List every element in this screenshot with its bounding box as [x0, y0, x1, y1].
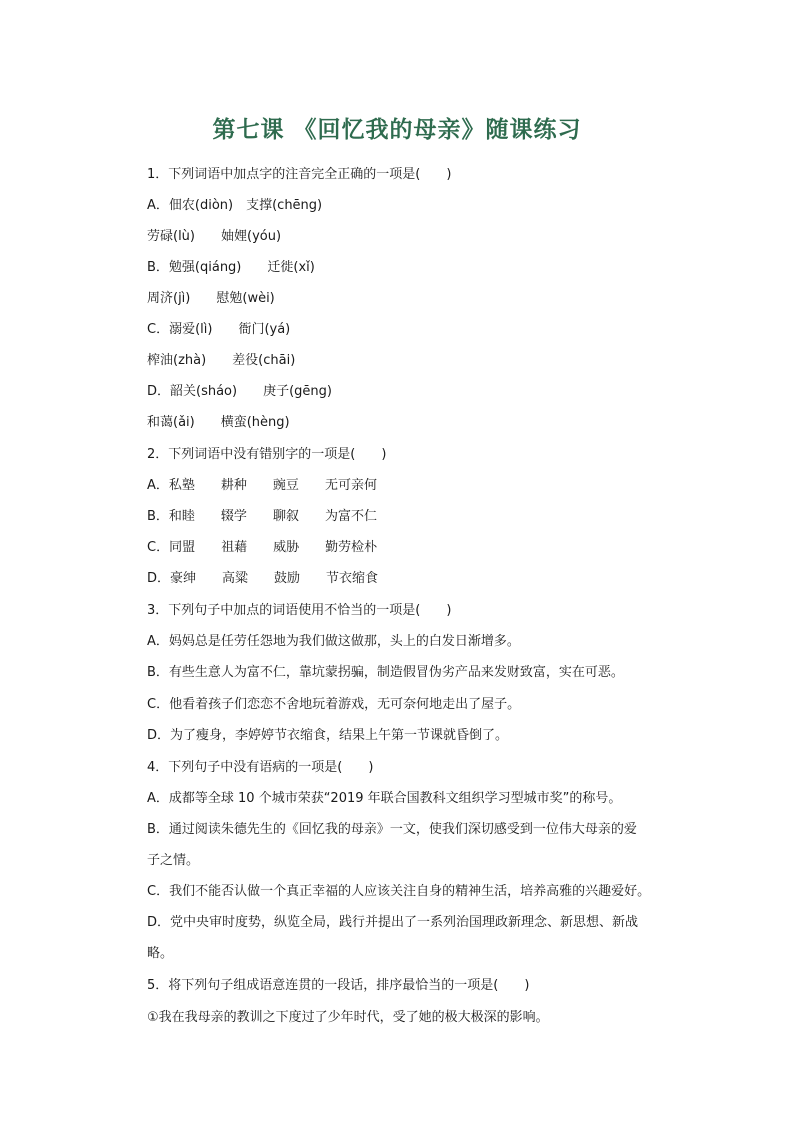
word: 聊叙 — [272, 509, 299, 524]
question-3-stem: 3．下列句子中加点的词语使用不恰当的一项是( ) — [147, 603, 452, 618]
question-2-stem: 2．下列词语中没有错别字的一项是( ) — [147, 447, 387, 462]
question-1-option-c: C．溺爱(lì) 衙门(yá) — [147, 322, 291, 337]
question-3-option-d: D．为了瘦身，李婷婷节衣缩食，结果上午第一节课就昏倒了。 — [147, 728, 509, 743]
question-2-option-c — [147, 538, 403, 558]
question-4-option-c: C．我们不能否认做一个真正幸福的人应该关注自身的精神生活，培养高雅的兴趣爱好。 — [147, 884, 651, 899]
word: 无可亲何 — [324, 478, 377, 493]
word: 豌豆 — [272, 478, 299, 493]
word: 祖藉 — [221, 540, 248, 555]
word: 鼓励 — [274, 571, 301, 586]
question-5-sentence-1: ①我在我母亲的教训之下度过了少年时代，受了她的极大极深的影响。 — [147, 1010, 549, 1025]
page-title: 第七课 《回忆我的母亲》随课练习 — [212, 116, 582, 143]
question-3-option-a: A．妈妈总是任劳任怨地为我们做这做那，头上的白发日渐增多。 — [147, 634, 520, 649]
word: 为富不仁 — [324, 509, 377, 524]
question-4-option-d: D．党中央审时度势，纵览全局，践行并提出了一系列治国理政新理念、新思想、新战 — [147, 915, 639, 930]
question-4-option-b-cont: 子之情。 — [147, 853, 200, 868]
question-1-option-a-cont: 劳碌(lù) 妯娌(yóu) — [147, 229, 282, 244]
question-1-stem: 1．下列词语中加点字的注音完全正确的一项是( ) — [147, 167, 452, 182]
word: 勤劳检朴 — [325, 540, 378, 555]
question-4-stem: 4．下列句子中没有语病的一项是( ) — [147, 760, 374, 775]
word: 节衣缩食 — [326, 571, 379, 586]
question-1-option-c-cont: 榨油(zhà) 差役(chāi) — [147, 353, 296, 368]
question-4-option-a: A．成都等全球 10 个城市荣获“2019 年联合国教科文组织学习型城市奖”的称号。 — [147, 791, 622, 806]
word: 高粱 — [222, 571, 249, 586]
question-1-option-b-cont: 周济(jì) 慰勉(wèi) — [147, 291, 275, 306]
word: 耕种 — [220, 478, 247, 493]
question-5-stem: 5．将下列句子组成语意连贯的一段话，排序最恰当的一项是( ) — [147, 978, 530, 993]
question-4-option-b: B．通过阅读朱德先生的《回忆我的母亲》一文，使我们深切感受到一位伟大母亲的爱 — [147, 822, 637, 837]
word: 辍学 — [220, 509, 247, 524]
word: D．豪绅 — [147, 571, 197, 586]
word: C．同盟 — [147, 540, 196, 555]
question-1-option-b: B．勉强(qiáng) 迁徙(xǐ) — [147, 260, 315, 275]
word: B．和睦 — [147, 509, 195, 524]
word: A．私塾 — [147, 478, 195, 493]
question-1-option-a: A．佃农(diòn) 支撑(chēng) — [147, 198, 323, 213]
question-2-option-a — [147, 476, 403, 496]
question-4-option-d-cont: 略。 — [147, 946, 174, 961]
word: 威胁 — [273, 540, 300, 555]
question-1-option-d-cont: 和蔼(ǎi) 横蛮(hèng) — [147, 415, 290, 430]
question-3-option-c: C．他看着孩子们恋恋不舍地玩着游戏，无可奈何地走出了屋子。 — [147, 697, 521, 712]
question-2-option-b — [147, 507, 403, 527]
question-3-option-b: B．有些生意人为富不仁，靠坑蒙拐骗，制造假冒伪劣产品来发财致富，实在可恶。 — [147, 665, 624, 680]
question-1-option-d: D．韶关(sháo) 庚子(gēng) — [147, 384, 332, 399]
question-2-option-d — [147, 569, 404, 589]
